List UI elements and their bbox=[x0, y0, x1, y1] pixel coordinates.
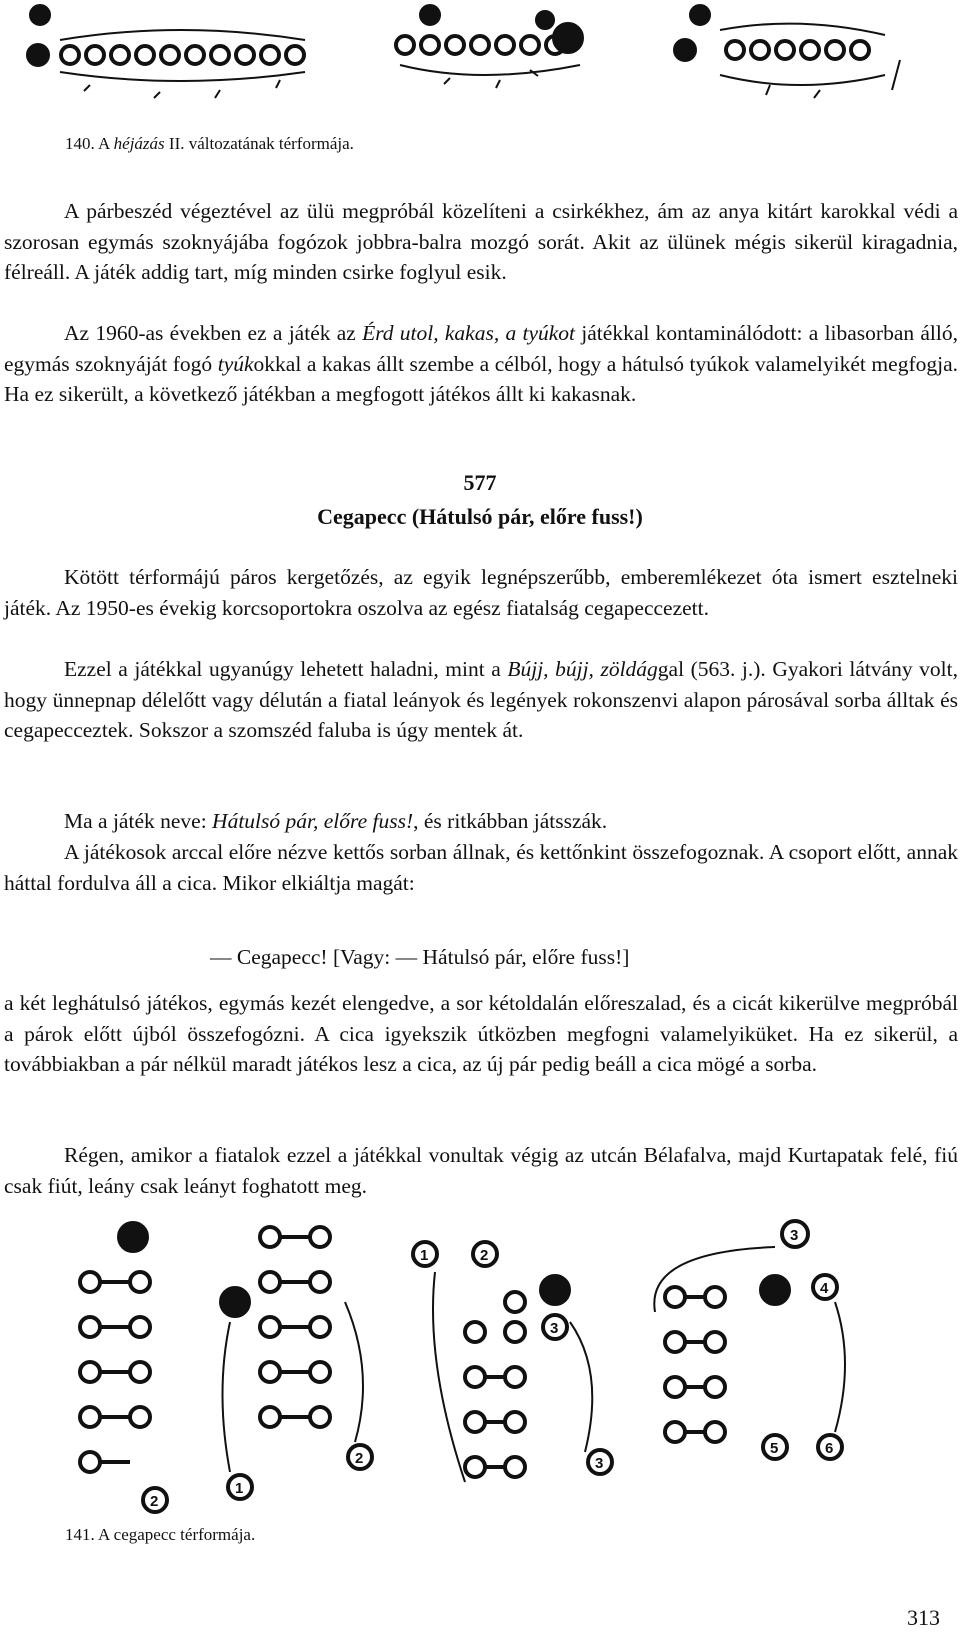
fig-label: 3 bbox=[595, 1455, 604, 1472]
paragraph-2: Az 1960-as években ez a játék az Érd utol, kakas, a tyúkot játékkal kontaminálódott: a libasorban álló, egymás szoknyáját fogó tyúkokkal a kakas állt szembe a célból, hogy a hátulsó tyúkok valamelyikét megfogja. Ha ez sikerült, a következő játékban a megfogott játékos állt ki kakasnak. bbox=[4, 321, 958, 407]
fig-label: 2 bbox=[480, 1247, 489, 1264]
formation-column-1 bbox=[80, 1223, 167, 1512]
figure-caption-141: 141. A cegapecc térformája. bbox=[65, 1525, 256, 1544]
section-number: 577 bbox=[463, 470, 497, 495]
body-paragraph-4: A játékosok arccal előre nézve kettős sorban állnak, és kettőnkint összefogoznak. A csoport előtt, annak háttal fordulva áll a cica. Mikor elkiáltja magát: bbox=[4, 840, 958, 895]
formation-sketch-1 bbox=[28, 6, 305, 98]
body-paragraph-6: Régen, amikor a fiatalok ezzel a játékkal vonultak végig az utcán Bélafalva, majd Kurtapatak felé, fiú csak fiút, leány csak leányt foghatott meg. bbox=[4, 1143, 958, 1198]
body-paragraph-1: Kötött térformájú páros kergetőzés, az egyik legnépszerűbb, emberemlékezet óta ismert esztelneki játék. Az 1950-es évekig korcsoportokra oszolva az egész fiatalság cegapeccezett. bbox=[4, 565, 958, 620]
body-paragraph-5: a két leghátulsó játékos, egymás kezét elengedve, a sor kétoldalán előreszalad, és a cicát kikerülve megpróbál a párok előtt újból összefogózni. A cica igyekszik útközben megfogni valamelyiküket. Ha ez sikerül, a továbbiakban a pár nélkül maradt játékos lesz a cica, az új pár pedig beáll a cica mögé a sorba. bbox=[4, 991, 958, 1077]
bottom-figure bbox=[55, 1212, 935, 1522]
fig-label: 5 bbox=[770, 1440, 779, 1457]
page-number: 313 bbox=[907, 1605, 940, 1630]
formation-column-2 bbox=[221, 1227, 372, 1499]
formation-sketch-2 bbox=[396, 6, 582, 88]
formation-column-3 bbox=[413, 1242, 612, 1482]
body-paragraph-3: Ma a játék neve: Hátulsó pár, előre fuss!, és ritkábban játsszák. bbox=[64, 809, 608, 833]
fig-label: 1 bbox=[420, 1247, 429, 1264]
fig-label: 1 bbox=[235, 1480, 244, 1497]
fig-label: 3 bbox=[790, 1227, 799, 1244]
fig-label: 4 bbox=[820, 1280, 829, 1297]
figure-caption-140: 140. A héjázás II. változatának térformája. bbox=[65, 134, 354, 153]
formation-sketch-3 bbox=[675, 6, 900, 98]
paragraph-1: A párbeszéd végeztével az ülü megpróbál közelíteni a csirkékhez, ám az anya kitárt karokkal védi a szorosan egymás szoknyájába fogózok jobbra-balra mozgó sorát. Akit az ülünek mégis sikerül kiragadnia, félreáll. A játék addig tart, míg minden csirke foglyul esik. bbox=[4, 199, 958, 285]
top-figure bbox=[20, 0, 945, 125]
section-title: Cegapecc (Hátulsó pár, előre fuss!) bbox=[317, 504, 643, 529]
fig-label: 6 bbox=[825, 1440, 834, 1457]
quote-line: — Cegapecc! [Vagy: — Hátulsó pár, előre fuss!] bbox=[210, 945, 630, 969]
fig-label: 2 bbox=[150, 1493, 159, 1510]
fig-label: 3 bbox=[550, 1320, 559, 1337]
formation-column-4 bbox=[654, 1221, 845, 1459]
fig-label: 2 bbox=[355, 1450, 364, 1467]
body-paragraph-2: Ezzel a játékkal ugyanúgy lehetett haladni, mint a Bújj, bújj, zöldággal (563. j.). Gyakori látvány volt, hogy ünnepnap délelőtt vagy délután a fiatal leányok és legények rokonszenvi alapon párosával sorba álltak és cegapecceztek. Sokszor a szomszéd faluba is úgy mentek át. bbox=[4, 657, 958, 743]
